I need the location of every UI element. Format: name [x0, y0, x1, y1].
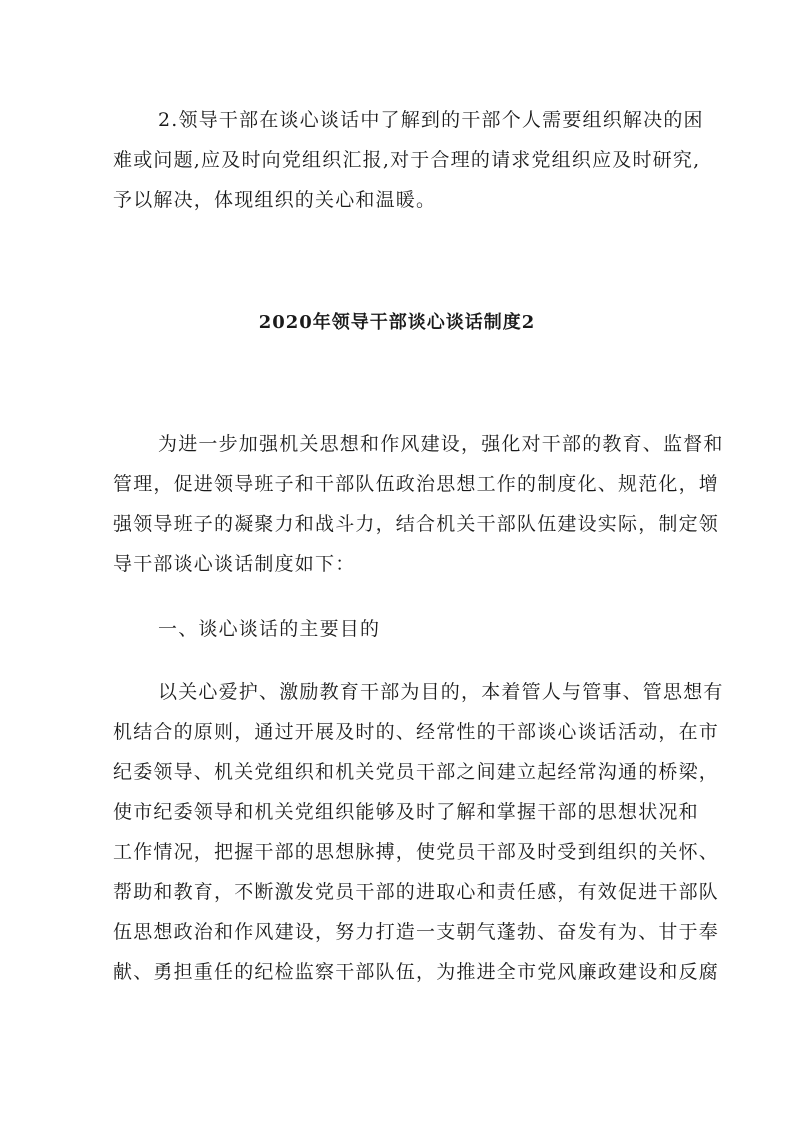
paragraph-1-line-2: 难或问题,应及时向党组织汇报,对于合理的请求党组织应及时研究,	[113, 149, 701, 171]
paragraph-3-line-1: 以关心爱护、激励教育干部为目的，本着管人与管事、管思想有	[158, 681, 724, 703]
paragraph-2-line-4: 导干部谈心谈话制度如下：	[113, 553, 356, 575]
paragraph-2-line-3: 强领导班子的凝聚力和战斗力，结合机关干部队伍建设实际，制定领	[113, 513, 720, 535]
paragraph-2-line-1: 为进一步加强机关思想和作风建设，强化对干部的教育、监督和	[158, 433, 724, 455]
paragraph-3-line-3: 纪委领导、机关党组织和机关党员干部之间建立起经常沟通的桥梁，	[113, 761, 720, 783]
section-1-heading: 一、谈心谈话的主要目的	[158, 618, 381, 640]
paragraph-3-line-5: 工作情况，把握干部的思想脉搏，使党员干部及时受到组织的关怀、	[113, 841, 720, 863]
paragraph-3-line-8: 献、勇担重任的纪检监察干部队伍，为推进全市党风廉政建设和反腐	[113, 961, 720, 983]
paragraph-3-line-6: 帮助和教育，不断激发党员干部的进取心和责任感，有效促进干部队	[113, 881, 720, 903]
paragraph-1-line-1: 2.领导干部在谈心谈话中了解到的干部个人需要组织解决的困	[158, 109, 704, 131]
paragraph-2-line-2: 管理，促进领导班子和干部队伍政治思想工作的制度化、规范化，增	[113, 473, 720, 495]
paragraph-3-line-7: 伍思想政治和作风建设，努力打造一支朝气蓬勃、奋发有为、甘于奉	[113, 921, 720, 943]
paragraph-1-line-3: 予以解决，体现组织的关心和温暖。	[113, 189, 437, 211]
paragraph-3-line-2: 机结合的原则，通过开展及时的、经常性的干部谈心谈话活动，在市	[113, 721, 720, 743]
paragraph-3-line-4: 使市纪委领导和机关党组织能够及时了解和掌握干部的思想状况和	[113, 801, 699, 823]
section-title: 2020年领导干部谈心谈话制度2	[258, 312, 536, 333]
